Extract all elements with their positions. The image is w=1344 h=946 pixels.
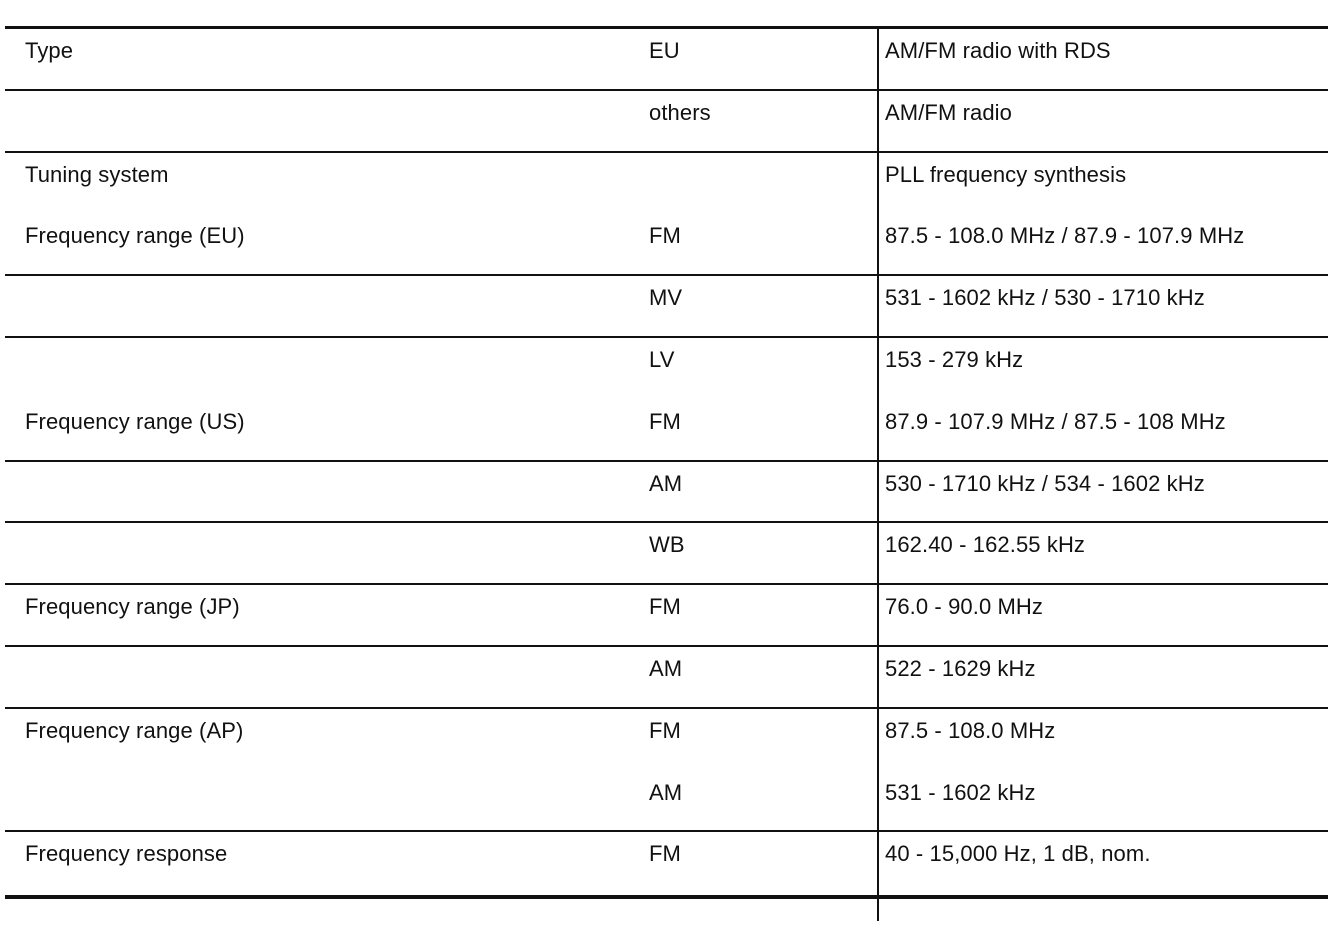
- table-row: [5, 585, 1328, 647]
- table-row: [5, 153, 1328, 215]
- table-row: [5, 523, 1328, 585]
- variant-cell: AM: [649, 655, 683, 681]
- table-row: [5, 400, 1328, 462]
- table-row: [5, 832, 1328, 895]
- param-cell: Frequency range (US): [25, 408, 245, 434]
- table-row: [5, 709, 1328, 771]
- value-cell: 76.0 - 90.0 MHz: [885, 594, 1044, 620]
- table-row: [5, 462, 1328, 524]
- table-row: [5, 29, 1328, 91]
- param-cell: Frequency range (EU): [25, 223, 245, 249]
- param-cell: Tuning system: [25, 161, 169, 187]
- variant-cell: AM: [649, 470, 683, 496]
- variant-cell: LV: [649, 346, 675, 372]
- variant-cell: AM: [649, 779, 683, 805]
- param-cell: Frequency range (AP): [25, 717, 244, 743]
- value-cell: 530 - 1710 kHz / 534 - 1602 kHz: [885, 470, 1205, 496]
- variant-cell: FM: [649, 717, 681, 743]
- variant-cell: MV: [649, 285, 683, 311]
- variant-cell: EU: [649, 38, 680, 63]
- value-cell: 40 - 15,000 Hz, 1 dB, nom.: [885, 841, 1151, 867]
- value-cell: 87.5 - 108.0 MHz: [885, 717, 1056, 743]
- value-cell: 522 - 1629 kHz: [885, 655, 1036, 681]
- value-cell: 531 - 1602 kHz: [885, 779, 1036, 805]
- value-cell: 162.40 - 162.55 kHz: [885, 532, 1086, 558]
- value-column-divider: [877, 29, 879, 921]
- table-row: [5, 647, 1328, 709]
- variant-cell: others: [649, 99, 711, 125]
- param-cell: Frequency range (JP): [25, 594, 240, 620]
- table-row: [5, 91, 1328, 153]
- variant-cell: WB: [649, 532, 685, 558]
- variant-cell: FM: [649, 223, 681, 249]
- table-row: [5, 771, 1328, 833]
- spec-table: [5, 26, 1328, 899]
- value-cell: PLL frequency synthesis: [885, 161, 1127, 187]
- variant-cell: FM: [649, 594, 681, 620]
- value-cell: 153 - 279 kHz: [885, 346, 1024, 372]
- table-row: [5, 276, 1328, 338]
- value-cell: 87.5 - 108.0 MHz / 87.9 - 107.9 MHz: [885, 223, 1245, 249]
- value-cell: 531 - 1602 kHz / 530 - 1710 kHz: [885, 285, 1205, 311]
- variant-cell: FM: [649, 841, 681, 867]
- table-row: [5, 338, 1328, 400]
- table-row: [5, 214, 1328, 276]
- value-cell: AM/FM radio with RDS: [885, 38, 1111, 63]
- variant-cell: FM: [649, 408, 681, 434]
- value-cell: AM/FM radio: [885, 99, 1013, 125]
- param-cell: Frequency response: [25, 841, 228, 867]
- value-cell: 87.9 - 107.9 MHz / 87.5 - 108 MHz: [885, 408, 1226, 434]
- param-cell: Type: [25, 38, 74, 63]
- table-bottom-rule: [5, 895, 1328, 899]
